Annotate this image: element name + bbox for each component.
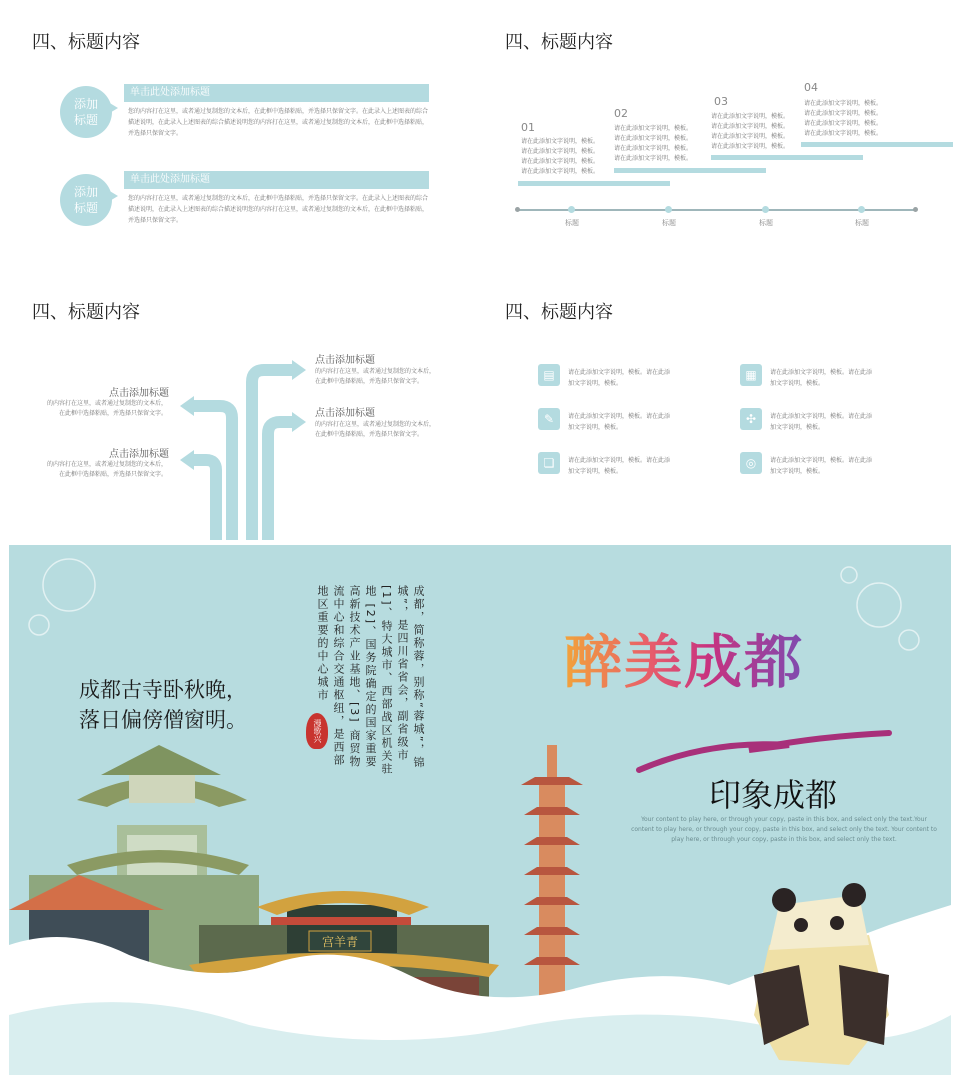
slide-1[interactable]: [0, 0, 475, 265]
arrow-left-lower: [192, 460, 216, 540]
add-title-bubble: [60, 174, 112, 226]
timeline-dot: [762, 206, 769, 213]
red-seal-stamp: 漫歌兴: [306, 713, 328, 749]
slide-title: 四、标题内容: [32, 32, 140, 53]
temple-sign: 宫羊青: [321, 935, 359, 949]
poem-line-2: 落日偏傍僧窗明。: [79, 708, 247, 732]
item-description: 您的内容打在这里，或者通过复制您的文本后，在此框中选择粘贴，并选择只保留文字。在此录入上述图表的综合描述说明，在此录入上述图表的综合描述说明您的内容打在这里，或者通过复制您的文本后，在此框中选择粘贴，并选择只保留文字。: [128, 195, 429, 224]
panda-figure: [754, 883, 889, 1065]
vertical-line: 高新技术产业基地、[3] 商贸物: [348, 585, 361, 769]
vertical-line: 地 [2]、国务院确定的国家重要: [364, 585, 377, 769]
timeline-label: 标题: [662, 219, 676, 227]
vertical-line: [1]、特大城市、西部战区机关驻: [380, 585, 393, 776]
step-bar: [801, 142, 953, 147]
brush-icon: ✎: [538, 408, 560, 430]
item-heading[interactable]: 点击添加标题: [109, 388, 169, 399]
arrowhead: [292, 360, 306, 380]
step-text: 请在此添加文字说明，模板。 请在此添加文字说明，模板。 请在此添加文字说明，模板。 请在此添加文字说明，模板。: [614, 125, 693, 162]
icon-text: 请在此添加文字说明，模板。请在此添 加文字说明，模板。: [568, 369, 671, 387]
step-text: 请在此添加文字说明，模板。 请在此添加文字说明，模板。 请在此添加文字说明，模板。 请在此添加文字说明，模板。: [711, 113, 790, 150]
timeline-axis: [518, 209, 916, 211]
timeline-dot: [858, 206, 865, 213]
bubble-label: 添加 标题: [73, 185, 98, 215]
poem-text: [79, 675, 247, 735]
item-heading[interactable]: 单击此处添加标题: [124, 171, 429, 189]
slide-title: 四、标题内容: [505, 32, 613, 53]
timeline-dot: [568, 206, 575, 213]
step-number: 02: [614, 107, 628, 120]
brush-stroke: [639, 733, 889, 770]
step-number: 03: [714, 95, 728, 108]
timeline-label: 标题: [855, 219, 869, 227]
item-description: 的内容打在这里，或者通过复制您的文本后， 在此框中选择粘贴，并选择只保留文字。: [315, 368, 436, 385]
icon-text: 请在此添加文字说明，模板。请在此添 加文字说明，模板。: [770, 369, 873, 387]
item-heading[interactable]: 单击此处添加标题: [124, 84, 429, 102]
item-heading[interactable]: 点击添加标题: [315, 355, 375, 366]
item-description: 您的内容打在这里，或者通过复制您的文本后，在此框中选择粘贴，并选择只保留文字。在此录入上述图表的综合描述说明，在此录入上述图表的综合描述说明您的内容打在这里，或者通过复制您的文本后，在此框中选择粘贴，并选择只保留文字。: [128, 108, 429, 137]
timeline-label: 标题: [759, 219, 773, 227]
subtitle: 印象成都: [709, 776, 838, 814]
timeline-dot: [665, 206, 672, 213]
icon-text: 请在此添加文字说明，模板。请在此添 加文字说明，模板。: [568, 413, 671, 431]
slide-4[interactable]: [485, 270, 960, 540]
timeline-label: 标题: [565, 219, 579, 227]
timeline-start-dot: [515, 207, 520, 212]
icon-text: 请在此添加文字说明，模板。请在此添 加文字说明，模板。: [770, 413, 873, 431]
slide-title: 四、标题内容: [505, 302, 613, 323]
vertical-line: 成都，简称蓉，别称“蓉城”，锦: [412, 585, 425, 770]
arrowhead: [292, 412, 306, 432]
chat-icon: ❏: [538, 452, 560, 474]
step-number: 04: [804, 81, 818, 94]
poem-line-1: 成都古寺卧秋晚，: [79, 678, 247, 702]
vertical-description: [314, 585, 426, 785]
vertical-line: 城”，是四川省省会，副省级市: [396, 585, 409, 762]
step-text: 请在此添加文字说明，模板。 请在此添加文字说明，模板。 请在此添加文字说明，模板。 请在此添加文字说明，模板。: [521, 138, 600, 175]
item-description: 的内容打在这里，或者通过复制您的文本后， 在此框中选择粘贴，并选择只保留文字。: [46, 400, 167, 417]
cover-slide[interactable]: [9, 545, 951, 1075]
step-bar: [711, 155, 863, 160]
globe-icon: ◎: [740, 452, 762, 474]
presentation-icon: ▤: [538, 364, 560, 386]
recycle-icon: ✣: [740, 408, 762, 430]
item-heading[interactable]: 点击添加标题: [315, 408, 375, 419]
slide-3[interactable]: [0, 270, 475, 540]
step-bar: [518, 181, 670, 186]
main-title: 醉美成都: [564, 615, 804, 699]
item-description: 的内容打在这里，或者通过复制您的文本后， 在此框中选择粘贴，并选择只保留文字。: [46, 461, 167, 478]
step-bar: [614, 168, 766, 173]
arrow-right-lower: [268, 422, 292, 540]
timeline-end-dot: [913, 207, 918, 212]
icon-text: 请在此添加文字说明，模板。请在此添 加文字说明，模板。: [770, 457, 873, 475]
item-description: 的内容打在这里，或者通过复制您的文本后， 在此框中选择粘贴，并选择只保留文字。: [315, 421, 436, 438]
vertical-line: 地区重要的中心城市: [316, 585, 329, 702]
arrowhead: [180, 450, 194, 470]
slide-title: 四、标题内容: [32, 302, 140, 323]
slide-2[interactable]: [485, 0, 960, 265]
clipboard-icon: ▦: [740, 364, 762, 386]
bubble-label: 添加 标题: [73, 97, 98, 127]
step-number: 01: [521, 121, 535, 134]
add-title-bubble: [60, 86, 112, 138]
vertical-line: 流中心和综合交通枢纽，是西部: [332, 585, 345, 767]
step-text: 请在此添加文字说明，模板。 请在此添加文字说明，模板。 请在此添加文字说明，模板。 请在此添加文字说明，模板。: [804, 100, 883, 137]
icon-text: 请在此添加文字说明，模板。请在此添 加文字说明，模板。: [568, 457, 671, 475]
english-description: Your content to play here, or through your copy, paste in this box, and select only the text.Your content to play here, or through your copy, paste in this box, and select only the text. Your content to play here, or through your copy, paste in this box, and select only the text.: [631, 816, 937, 843]
arrowhead: [180, 396, 194, 416]
item-heading[interactable]: 点击添加标题: [109, 449, 169, 460]
